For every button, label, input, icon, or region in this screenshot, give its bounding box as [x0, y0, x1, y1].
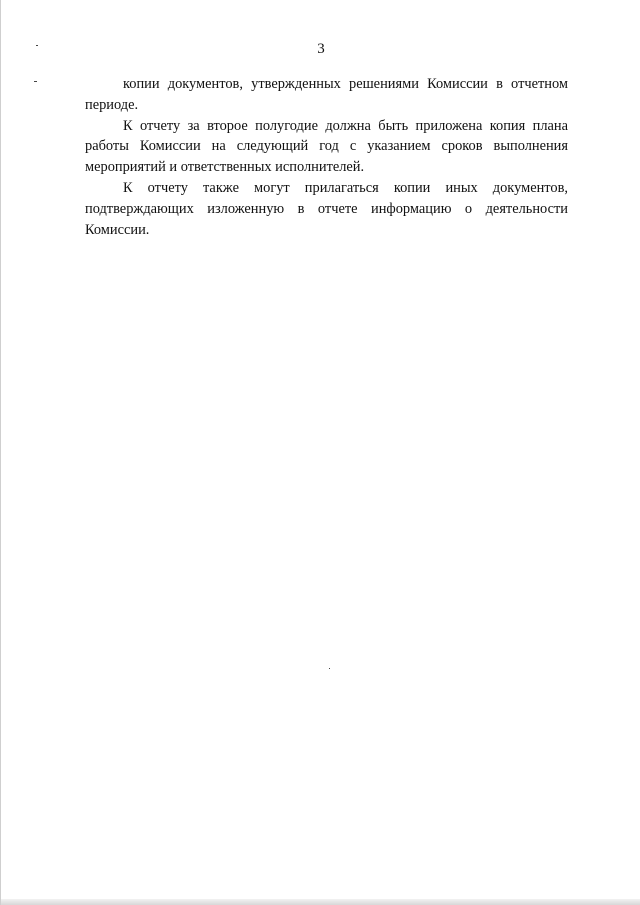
- document-body: [85, 74, 568, 240]
- scan-speck: [34, 81, 37, 82]
- page-number: 3: [317, 41, 325, 57]
- scan-speck: [329, 668, 330, 669]
- page-bottom-edge: [1, 899, 640, 905]
- paragraph-second-half-report: К отчету за второе полугодие должна быть приложена копия плана работы Комиссии на следующий год с указанием сроков выполнения мероприятий и ответственных исполнителей.: [85, 117, 568, 176]
- paragraph-continuation: копии документов, утвержденных решениями Комиссии в отчетном периоде.: [85, 76, 568, 113]
- scan-speck: [36, 45, 38, 46]
- paragraph-attached-documents: К отчету также могут прилагаться копии иных документов, подтверждающих изложенную в отчете информацию о деятельности Комиссии.: [85, 179, 568, 238]
